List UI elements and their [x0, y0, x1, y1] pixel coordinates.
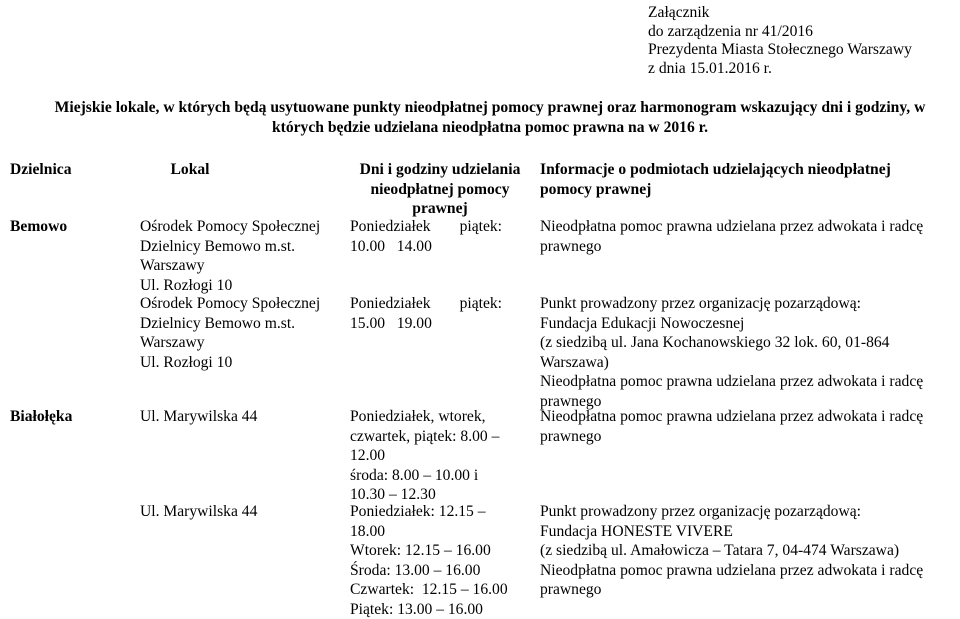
annex-ordinance: do zarządzenia nr 41/2016 [648, 22, 813, 40]
schedule-day-end: piątek: [459, 295, 502, 312]
header-dni-line: nieodpłatnej pomocy [370, 180, 510, 198]
info-line: prawnego [540, 392, 602, 410]
annex-issuer: Prezydenta Miasta Stołecznego Warszawy [648, 41, 912, 58]
heading-line-2: których będzie udzielana nieodpłatna pomoc prawna na w 2016 r. [271, 119, 709, 136]
heading-line-1: Miejskie lokale, w których będą usytuowane punkty nieodpłatnej pomocy prawnej oraz harmonogram wskazujący dni i godziny, w [54, 99, 926, 116]
provider-info [540, 407, 958, 446]
lokal-line: Ośrodek Pomocy Społecznej [140, 218, 321, 235]
provider-info [540, 294, 958, 411]
district-bialoleka: Białołęka [10, 408, 73, 425]
info-line: prawnego [540, 237, 602, 255]
schedule [350, 407, 530, 505]
header-info-line: Informacje o podmiotach udzielających nieodpłatnej [540, 161, 891, 178]
lokal-address [140, 502, 340, 522]
info-line: Punkt prowadzony przez organizację pozarządową: [540, 503, 861, 520]
header-info-line: pomocy prawnej [540, 180, 652, 198]
lokal-line: Warszawy [140, 334, 205, 351]
info-line: prawnego [540, 427, 602, 445]
header-dni-line: prawnej [412, 200, 468, 217]
annex-date: z dnia 15.01.2016 r. [648, 59, 772, 77]
info-line: Fundacja Edukacji Nowoczesnej [540, 314, 745, 332]
schedule-line: czwartek, piątek: 8.00 – [350, 427, 500, 445]
lokal-line: Ul. Rozłogi 10 [140, 353, 233, 371]
info-line: (z siedzibą ul. Amałowicza – Tatara 7, 04-474 Warszawa) [540, 542, 900, 559]
lokal-line: Warszawy [140, 257, 205, 274]
schedule-line: środa: 8.00 – 10.00 i [350, 466, 479, 484]
document-heading [0, 98, 960, 138]
info-line: prawnego [540, 581, 602, 598]
lokal-line: Dzielnicy Bemowo m.st. [140, 237, 296, 255]
info-line: Nieodpłatna pomoc prawna udzielana przez adwokata i radcę [540, 218, 924, 235]
header-lokal: Lokal [170, 161, 210, 178]
info-line: Nieodpłatna pomoc prawna udzielana przez adwokata i radcę [540, 373, 924, 390]
schedule [350, 502, 530, 619]
lokal-address [140, 294, 340, 372]
schedule-line: 12.00 [350, 447, 386, 464]
provider-info [540, 502, 958, 600]
info-line: Warszawa) [540, 353, 609, 371]
schedule [350, 217, 530, 256]
header-informacje [540, 160, 958, 199]
schedule-day-start: Poniedziałek [350, 218, 431, 235]
header-dzielnica: Dzielnica [10, 161, 72, 178]
schedule-days [350, 217, 502, 237]
info-line: (z siedzibą ul. Jana Kochanowskiego 32 lok. 60, 01-864 [540, 334, 890, 351]
schedule-line: Piątek: 13.00 – 16.00 [350, 600, 483, 618]
header-dni-line: Dni i godziny udzielania [359, 161, 521, 178]
info-line: Fundacja HONESTE VIVERE [540, 522, 733, 540]
schedule-day-start: Poniedziałek [350, 295, 431, 312]
info-line: Punkt prowadzony przez organizację pozarządową: [540, 295, 861, 312]
schedule-days [350, 294, 502, 314]
lokal-line: Ul. Marywilska 44 [140, 408, 258, 425]
header-dni-i-godziny [350, 160, 530, 219]
district-bemowo: Bemowo [10, 218, 68, 235]
schedule-line: Wtorek: 12.15 – 16.00 [350, 542, 491, 559]
lokal-line: Ośrodek Pomocy Społecznej [140, 295, 321, 312]
annex-title: Załącznik [648, 4, 710, 21]
lokal-line: Dzielnicy Bemowo m.st. [140, 314, 296, 332]
schedule-line: Środa: 13.00 – 16.00 [350, 561, 481, 579]
lokal-address [140, 407, 340, 427]
schedule [350, 294, 530, 333]
provider-info [540, 217, 958, 256]
info-line: Nieodpłatna pomoc prawna udzielana przez adwokata i radcę [540, 561, 924, 579]
info-line: Nieodpłatna pomoc prawna udzielana przez adwokata i radcę [540, 408, 924, 425]
lokal-line: Ul. Marywilska 44 [140, 503, 258, 520]
lokal-line: Ul. Rozłogi 10 [140, 276, 233, 294]
schedule-line: Poniedziałek, wtorek, [350, 408, 486, 425]
schedule-line: Czwartek: 12.15 – 16.00 [350, 581, 508, 598]
schedule-hours: 15.00 19.00 [350, 314, 432, 332]
lokal-address [140, 217, 340, 295]
schedule-line: 18.00 [350, 522, 386, 540]
schedule-day-end: piątek: [459, 218, 502, 235]
schedule-line: 10.30 – 12.30 [350, 486, 436, 503]
annex-header [648, 4, 912, 78]
schedule-hours: 10.00 14.00 [350, 237, 432, 255]
schedule-line: Poniedziałek: 12.15 – [350, 503, 486, 520]
